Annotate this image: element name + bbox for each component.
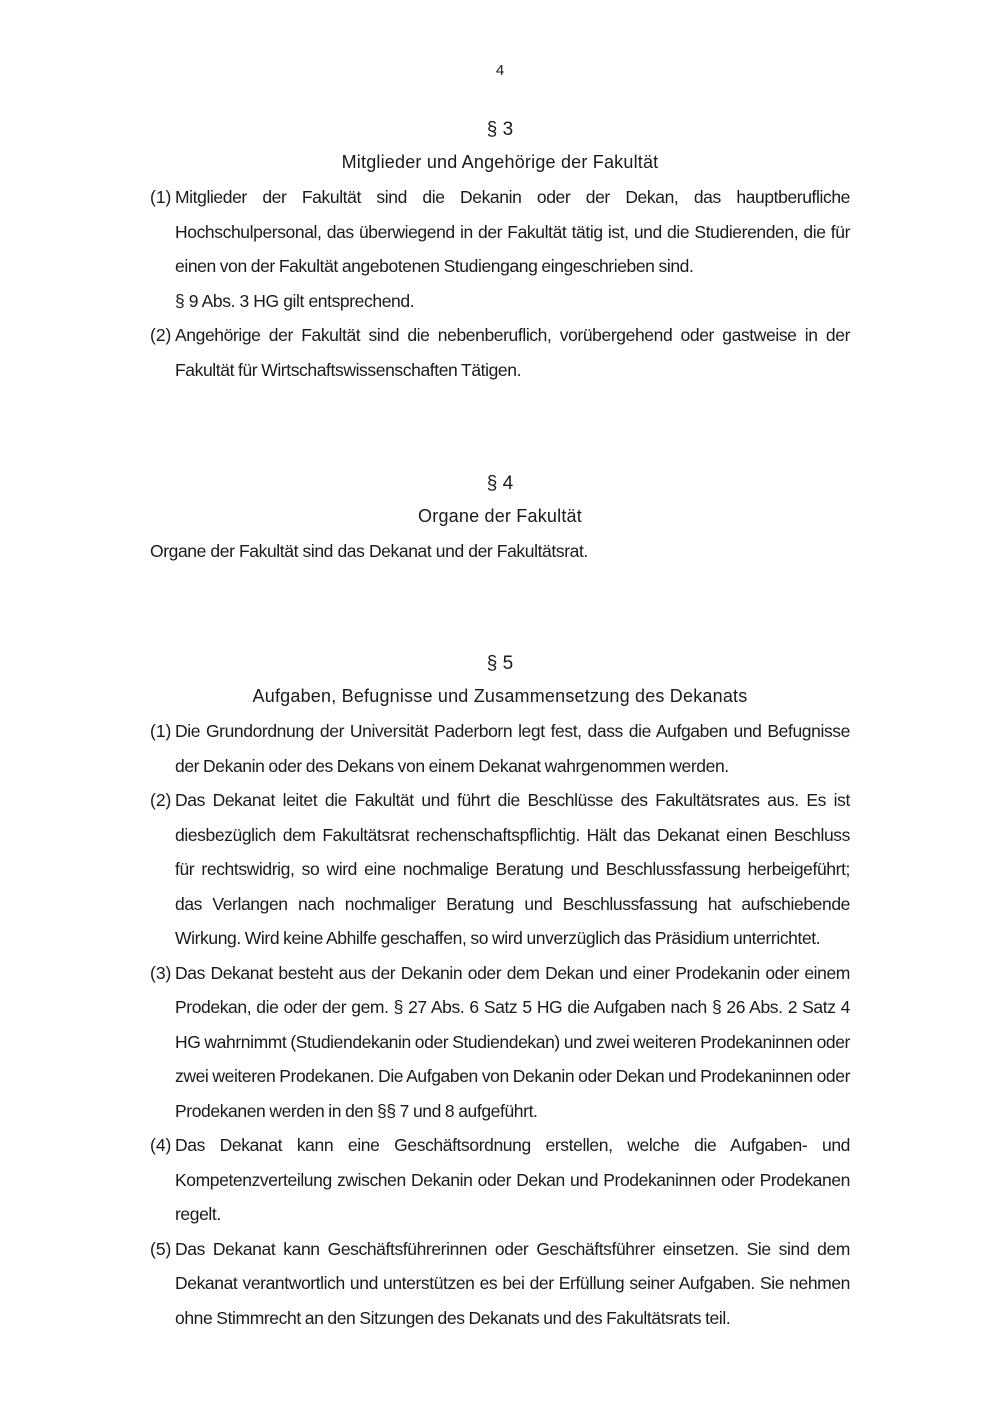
paragraph <box>150 318 850 387</box>
paragraph <box>150 1232 850 1336</box>
section-symbol: § 3 <box>486 119 514 140</box>
paragraph-number: (3) <box>150 962 172 983</box>
paragraph-text: Das Dekanat kann eine Geschäftsordnung erstellen, welche die Aufgaben- und Kompetenzverteilung zwischen Dekanin oder Dekan und Prodekaninnen oder Prodekanen regelt. <box>175 1135 850 1224</box>
paragraph-extra-line: § 9 Abs. 3 HG gilt entsprechend. <box>175 290 415 311</box>
paragraph-number: (1) <box>150 187 172 207</box>
section-4 <box>150 472 850 569</box>
paragraph-number: (2) <box>150 790 172 810</box>
paragraph-text: Das Dekanat kann Geschäftsführerinnen oder Geschäftsführer einsetzen. Sie sind dem Dekanat verantwortlich und unterstützen es bei der Erfüllung seiner Aufgaben. Sie nehmen ohne Stimmrecht an den Sitzungen des Dekanats und des Fakultätsrats teil. <box>175 1238 850 1328</box>
paragraph-number: (2) <box>150 325 172 345</box>
section-title: Organe der Fakultät <box>418 506 582 526</box>
paragraph-text: Das Dekanat besteht aus der Dekanin oder dem Dekan und einer Prodekanin oder einem Prodekan, die oder der gem. § 27 Abs. 6 Satz 5 HG die Aufgaben nach § 26 Abs. 2 Satz 4 HG wahrnimmt (Studiendekanin oder Studiendekan) und zwei weiteren Prodekaninnen oder zwei weiteren Prodekanen. Die Aufgaben von Dekanin oder Dekan und Prodekaninnen oder Prodekanen werden in den §§ 7 und 8 aufgeführt. <box>175 962 850 1121</box>
paragraph <box>150 783 850 956</box>
page-number: 4 <box>495 62 505 79</box>
paragraph <box>150 714 850 783</box>
paragraph-number: (1) <box>150 721 172 741</box>
paragraph-text: Die Grundordnung der Universität Paderborn legt fest, dass die Aufgaben und Befugnisse der Dekanin oder des Dekans von einem Dekanat wahrgenommen werden. <box>175 721 850 776</box>
section-3 <box>150 118 850 387</box>
section-title: Aufgaben, Befugnisse und Zusammensetzung des Dekanats <box>252 686 748 706</box>
section-5 <box>150 652 850 1335</box>
paragraph-text: Das Dekanat leitet die Fakultät und führt die Beschlüsse des Fakultätsrates aus. Es ist diesbezüglich dem Fakultätsrat rechenschaftspflichtig. Hält das Dekanat einen Beschluss für rechtswidrig, so wird eine nochmalige Beratung und Beschlussfassung herbeigeführt; das Verlangen nach nochmaliger Beratung und Beschlussfassung hat aufschiebende Wirkung. Wird keine Abhilfe geschaffen, so wird unverzüglich das Präsidium unterrichtet. <box>175 790 850 948</box>
paragraph-text: Mitglieder der Fakultät sind die Dekanin oder der Dekan, das hauptberufliche Hochschulpersonal, das überwiegend in der Fakultät tätig ist, und die Studierenden, die für einen von der Fakultät angebotenen Studiengang eingeschrieben sind. <box>175 187 850 276</box>
paragraph <box>150 956 850 1129</box>
section-symbol: § 4 <box>486 473 514 494</box>
paragraph <box>150 180 850 284</box>
section-symbol: § 5 <box>486 653 514 674</box>
section-body: Organe der Fakultät sind das Dekanat und der Fakultätsrat. <box>150 541 588 561</box>
section-title: Mitglieder und Angehörige der Fakultät <box>341 152 659 172</box>
paragraph-text: Angehörige der Fakultät sind die nebenberuflich, vorübergehend oder gastweise in der Fakultät für Wirtschaftswissenschaften Tätigen. <box>175 325 850 380</box>
paragraph-number: (5) <box>150 1238 172 1259</box>
paragraph <box>150 1128 850 1232</box>
paragraph-number: (4) <box>150 1135 172 1155</box>
